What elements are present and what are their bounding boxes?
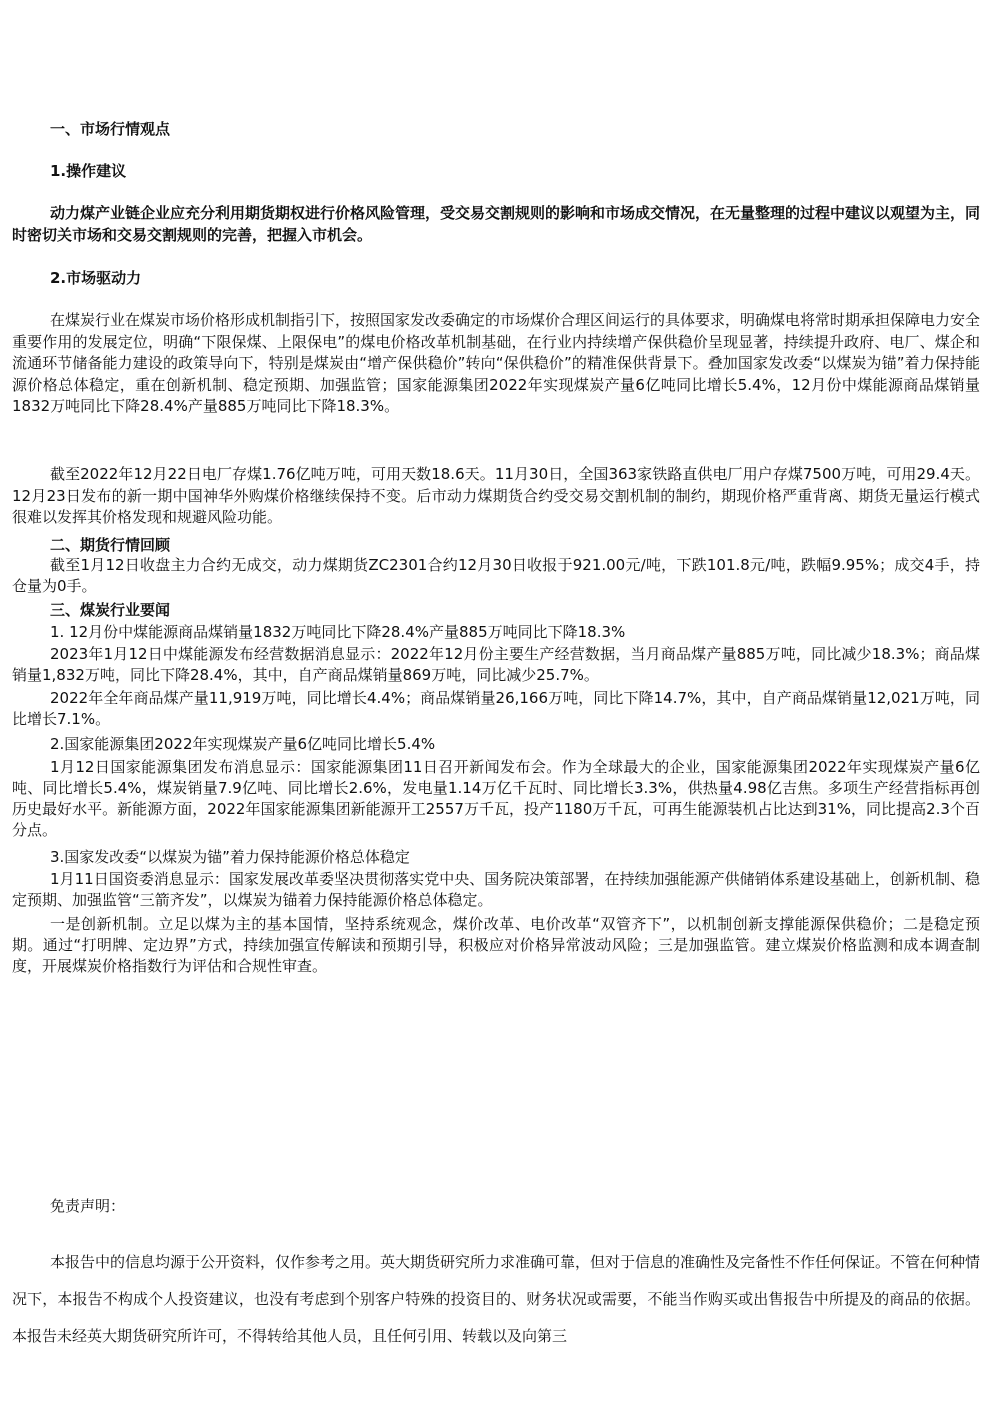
- section-heading-market-view: 一、市场行情观点: [50, 120, 171, 138]
- section-heading-industry-news: 三、煤炭行业要闻: [50, 601, 171, 619]
- news-3-paragraph-1: 1月11日国资委消息显示：国家发展改革委坚决贯彻落实党中央、国务院决策部署，在持续加强能源产供储销体系建设基础上，创新机制、稳定预期、加强监管“三箭齐发”，以煤炭为锚着力保持能源价格总体稳定。: [12, 870, 980, 909]
- news-1-paragraph-1: 2023年1月12日中煤能源发布经营数据消息显示：2022年12月份主要生产经营数据，当月商品煤产量885万吨，同比减少18.3%；商品煤销量1,832万吨，同比下降28.4%，其中，自产商品煤销量869万吨，同比减少25.7%。: [12, 645, 980, 684]
- subheading-operation-advice: 1.操作建议: [50, 162, 127, 180]
- news-1-title: 1. 12月份中煤能源商品煤销量1832万吨同比下降28.4%产量885万吨同比下降18.3%: [50, 623, 626, 641]
- section-heading-futures-review: 二、期货行情回顾: [50, 536, 171, 554]
- market-drivers-paragraph-1: 在煤炭行业在煤炭市场价格形成机制指引下，按照国家发改委确定的市场煤价合理区间运行的具体要求，明确煤电将常时期承担保障电力安全重要作用的发展定位，明确“下限保煤、上限保电”的煤电价格改革机制基础，在行业内持续增产保供稳价呈现显著，持续提升政府、电厂、煤企和流通环节储备能力建设的政策导向下，特别是煤炭由“增产保供稳价”转向“保供稳价”的精准保供背景下。叠加国家发改委“以煤炭为锚”着力保持能源价格总体稳定，重在创新机制、稳定预期、加强监管；国家能源集团2022年实现煤炭产量6亿吨同比增长5.4%，12月份中煤能源商品煤销量1832万吨同比下降28.4%产量885万吨同比下降18.3%。: [12, 311, 981, 415]
- disclaimer-text: 本报告中的信息均源于公开资料，仅作参考之用。英大期货研究所力求准确可靠，但对于信息的准确性及完备性不作任何保证。不管在何种情况下，本报告不构成个人投资建议，也没有考虑到个别客户特殊的投资目的、财务状况或需要，不能当作购买或出售报告中所提及的商品的依据。本报告未经英大期货研究所许可，不得转给其他人员，且任何引用、转载以及向第三: [12, 1253, 981, 1345]
- disclaimer-title: 免责声明：: [50, 1197, 126, 1215]
- operation-advice-text: 动力煤产业链企业应充分利用期货期权进行价格风险管理，受交易交割规则的影响和市场成交情况，在无量整理的过程中建议以观望为主，同时密切关市场和交易交割规则的完善，把握入市机会。: [12, 204, 981, 244]
- news-1-paragraph-2: 2022年全年商品煤产量11,919万吨，同比增长4.4%；商品煤销量26,166万吨，同比下降14.7%，其中，自产商品煤销量12,021万吨，同比增长7.1%。: [12, 689, 980, 728]
- news-3-title: 3.国家发改委“以煤炭为锚”着力保持能源价格总体稳定: [50, 848, 410, 866]
- subheading-market-drivers: 2.市场驱动力: [50, 269, 142, 287]
- futures-review-text: 截至1月12日收盘主力合约无成交，动力煤期货ZC2301合约12月30日收报于921.00元/吨，下跌101.8元/吨，跌幅9.95%；成交4手，持仓量为0手。: [12, 556, 980, 595]
- news-3-paragraph-2: 一是创新机制。立足以煤为主的基本国情，坚持系统观念，煤价改革、电价改革“双管齐下”，以机制创新支撑能源保供稳价；二是稳定预期。通过“打明牌、定边界”方式，持续加强宣传解读和预期引导，积极应对价格异常波动风险；三是加强监管。建立煤炭价格监测和成本调查制度，开展煤炭价格指数行为评估和合规性审查。: [12, 915, 980, 975]
- market-drivers-paragraph-2: 截至2022年12月22日电厂存煤1.76亿吨万吨，可用天数18.6天。11月30日，全国363家铁路直供电厂用户存煤7500万吨，可用29.4天。12月23日发布的新一期中国神华外购煤价格继续保持不变。后市动力煤期货合约受交易交割机制的制约，期现价格严重背离、期货无量运行模式很难以发挥其价格发现和规避风险功能。: [12, 465, 980, 526]
- news-2-paragraph-1: 1月12日国家能源集团发布消息显示：国家能源集团11日召开新闻发布会。作为全球最大的企业，国家能源集团2022年实现煤炭产量6亿吨、同比增长5.4%，煤炭销量7.9亿吨、同比增长2.6%，发电量1.14万亿千瓦时、同比增长3.3%，供热量4.98亿吉焦。多项生产经营指标再创历史最好水平。新能源方面，2022年国家能源集团新能源开工2557万千瓦，投产1180万千瓦，可再生能源装机占比达到31%，同比提高2.3个百分点。: [12, 758, 980, 839]
- news-2-title: 2.国家能源集团2022年实现煤炭产量6亿吨同比增长5.4%: [50, 735, 436, 753]
